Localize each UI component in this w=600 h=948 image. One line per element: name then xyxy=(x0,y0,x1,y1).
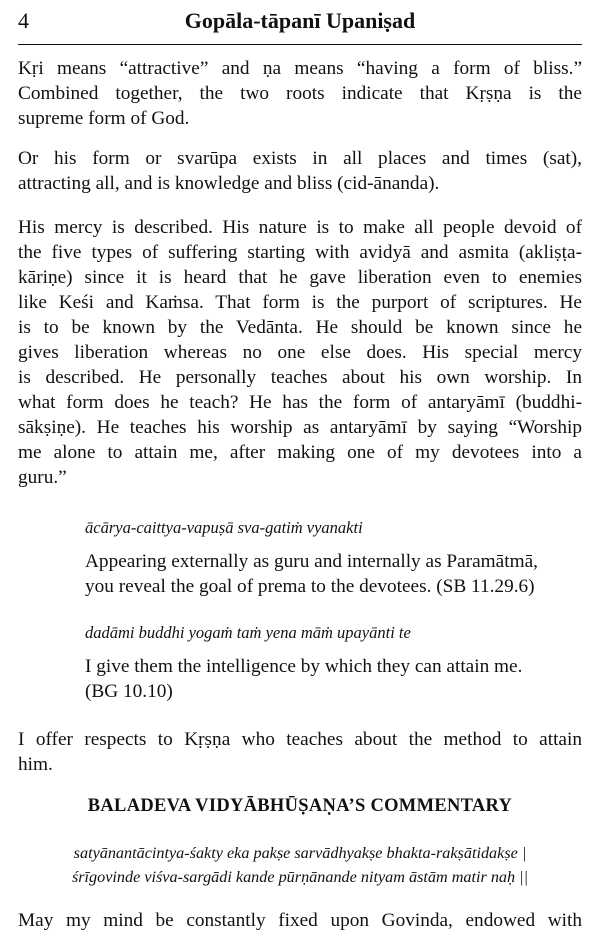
text-line: Or his form or svarūpa exists in all places and times (sat), xyxy=(18,148,582,169)
text-line: gives liberation whereas no one else does. His special mercy xyxy=(18,342,582,363)
text-line: I offer respects to Kṛṣṇa who teaches about the method to attain xyxy=(18,729,582,750)
translation-sb xyxy=(85,549,582,599)
paragraph-svarupa xyxy=(18,146,582,196)
text-line: May my mind be constantly fixed upon Govinda, endowed with xyxy=(18,910,582,931)
invocation-sloka xyxy=(18,841,582,889)
text-line: guru.” xyxy=(18,467,67,488)
running-title: Gopāla-tāpanī Upaniṣad xyxy=(184,8,416,33)
header-rule xyxy=(18,44,582,45)
text-line: His mercy is described. His nature is to make all people devoid of xyxy=(18,217,582,238)
sloka-line: satyānantācintya-śakty eka pakṣe sarvādhyakṣe bhakta-rakṣātidakṣe | xyxy=(73,844,527,862)
text-line: is described. He personally teaches about his own worship. In xyxy=(18,367,582,388)
text-line: what form does he teach? He has the form of antaryāmī (buddhi- xyxy=(18,392,582,413)
paragraph-respects xyxy=(18,727,582,777)
text-line: you reveal the goal of prema to the devotees. (SB 11.29.6) xyxy=(85,576,535,597)
text-line: like Keśi and Kaṁsa. That form is the purport of scriptures. He xyxy=(18,292,582,313)
sloka-line: śrīgovinde viśva-sargādi kande pūrṇānande nityam āstām matir naḥ || xyxy=(71,868,529,886)
text-line: is to be known by the Vedānta. He should be known since he xyxy=(18,317,582,338)
text-line: me alone to attain me, after making one of my devotees into a xyxy=(18,442,582,463)
text-line: (BG 10.10) xyxy=(85,681,173,702)
translation-bg xyxy=(85,654,582,704)
text-line: him. xyxy=(18,754,53,775)
text-line: Kṛi means “attractive” and ṇa means “having a form of bliss.” xyxy=(18,58,582,79)
text-line: I give them the intelligence by which they can attain me. xyxy=(85,656,523,677)
sanskrit-quote-sb: ācārya-caittya-vapuṣā sva-gatiṁ vyanakti xyxy=(85,518,363,537)
text-line: Appearing externally as guru and internally as Paramātmā, xyxy=(85,551,538,572)
page-header xyxy=(18,6,582,36)
text-line: kāriṇe) since it is heard that he gave liberation even to enemies xyxy=(18,267,582,288)
paragraph-commentary-start xyxy=(18,908,582,933)
page-number: 4 xyxy=(18,8,29,33)
text-line: the five types of suffering starting with avidyā and asmita (akliṣṭa- xyxy=(18,242,582,263)
text-line: sākṣiṇe). He teaches his worship as antaryāmī by saying “Worship xyxy=(18,417,582,438)
text-line: Combined together, the two roots indicate that Kṛṣṇa is the xyxy=(18,83,582,104)
paragraph-mercy xyxy=(18,215,582,490)
text-line: attracting all, and is knowledge and bliss (cid-ānanda). xyxy=(18,173,440,194)
sanskrit-quote-bg: dadāmi buddhi yogaṁ taṁ yena māṁ upayānti te xyxy=(85,623,411,642)
paragraph-krsna-meaning xyxy=(18,56,582,131)
commentary-heading: BALADEVA VIDYĀBHŪṢAṆA’S COMMENTARY xyxy=(87,796,513,816)
text-line: supreme form of God. xyxy=(18,108,190,129)
